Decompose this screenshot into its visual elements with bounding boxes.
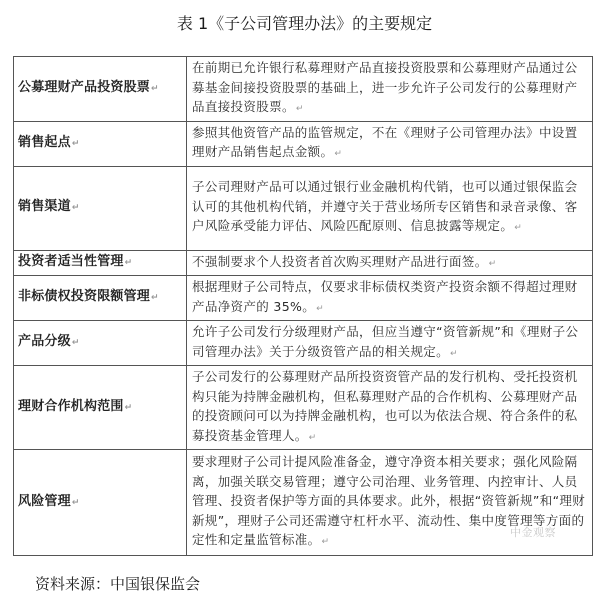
paragraph-mark-icon: ↵ bbox=[308, 432, 317, 443]
table-row bbox=[14, 121, 593, 166]
row-label bbox=[14, 321, 187, 366]
paragraph-mark-icon: ↵ bbox=[124, 402, 133, 413]
row-label-text: 投资者适当性管理 bbox=[18, 254, 124, 269]
table-row bbox=[14, 250, 593, 276]
paragraph-mark-icon: ↵ bbox=[316, 303, 325, 314]
row-label bbox=[14, 366, 187, 450]
row-label-text: 销售渠道 bbox=[18, 199, 71, 215]
row-label bbox=[14, 57, 187, 122]
row-content-text: 不强制要求个人投资者首次购买理财产品进行面签。 bbox=[192, 253, 488, 269]
paragraph-mark-icon: ↵ bbox=[321, 537, 330, 548]
table-row bbox=[14, 57, 593, 122]
row-label-text: 销售起点 bbox=[18, 134, 71, 150]
row-content-text: 子公司理财产品可以通过银行业金融机构代销，也可以通过银保监会认可的其他机构代销，并遵守关于营业场所专区销售和录音录像、客户风险承受能力评估、风险匹配原则、信息披露等规定。 bbox=[192, 179, 578, 234]
source-note: 资料来源：中国银保监会 bbox=[35, 575, 201, 593]
row-content-text: 根据理财子公司特点，仅要求非标债权类资产投资余额不得超过理财产品净资产的 35%。 bbox=[192, 279, 578, 314]
table-row bbox=[14, 450, 593, 556]
table-row bbox=[14, 321, 593, 366]
row-label bbox=[14, 166, 187, 250]
paragraph-mark-icon: ↵ bbox=[334, 149, 343, 159]
row-content-text: 允许子公司发行分级理财产品，但应当遵守“资管新规”和《理财子公司管理办法》关于分级资管产品的相关规定。 bbox=[192, 324, 579, 359]
row-label bbox=[14, 250, 187, 276]
row-content-text: 参照其他资管产品的监管规定，不在《理财子公司管理办法》中设置理财产品销售起点金额。 bbox=[192, 124, 578, 159]
row-content bbox=[187, 57, 593, 122]
regulations-table bbox=[13, 56, 593, 556]
row-label-text: 理财合作机构范围 bbox=[18, 398, 124, 414]
watermark-logo: 中金观察 bbox=[510, 526, 556, 539]
table-row bbox=[14, 276, 593, 321]
paragraph-mark-icon: ↵ bbox=[151, 84, 159, 94]
row-label-text: 产品分级 bbox=[18, 334, 71, 350]
table-row bbox=[14, 366, 593, 450]
row-content bbox=[187, 321, 593, 366]
row-content bbox=[187, 366, 593, 450]
row-label-text: 公募理财产品投资股票 bbox=[18, 80, 151, 95]
row-label bbox=[14, 276, 187, 321]
row-content-text: 在前期已允许银行私募理财产品直接投资股票和公募理财产品通过公募基金间接投资股票的基础上，进一步允许子公司发行的公募理财产品直接投资股票。 bbox=[192, 60, 578, 114]
paragraph-mark-icon: ↵ bbox=[71, 338, 80, 349]
table-row bbox=[14, 166, 593, 250]
paragraph-mark-icon: ↵ bbox=[151, 293, 159, 304]
table-title: 表 1《子公司管理办法》的主要规定 bbox=[176, 14, 433, 33]
paragraph-mark-icon: ↵ bbox=[124, 258, 133, 268]
paragraph-mark-icon: ↵ bbox=[71, 203, 80, 214]
paragraph-mark-icon: ↵ bbox=[71, 138, 80, 149]
row-label-text: 风险管理 bbox=[18, 493, 71, 509]
row-label bbox=[14, 450, 187, 556]
paragraph-mark-icon: ↵ bbox=[450, 348, 458, 359]
row-content bbox=[187, 121, 593, 166]
paragraph-mark-icon: ↵ bbox=[295, 104, 304, 114]
paragraph-mark-icon: ↵ bbox=[514, 223, 523, 234]
row-content bbox=[187, 250, 593, 276]
row-content-text: 要求理财子公司计提风险准备金，遵守净资本相关要求；强化风险隔离，加强关联交易管理；遵守公司治理、业务管理、内控审计、人员管理、投资者保护等方面的具体要求。此外，根据“资管新规”和“理财新规”，理财子公司还需遵守杠杆水平、流动性、集中度管理等方面的定性和定量监管标准。 bbox=[192, 454, 586, 548]
row-content-text: 子公司发行的公募理财产品所投资资管产品的发行机构、受托投资机构只能为持牌金融机构，但私募理财产品的合作机构、公募理财产品的投资顾问可以为持牌金融机构，也可以为依法合规、符合条件的私募投资基金管理人。 bbox=[192, 369, 578, 443]
row-content bbox=[187, 166, 593, 250]
row-label bbox=[14, 121, 187, 166]
paragraph-mark-icon: ↵ bbox=[488, 258, 497, 269]
row-label-text: 非标债权投资限额管理 bbox=[18, 289, 151, 305]
paragraph-mark-icon: ↵ bbox=[71, 497, 80, 508]
row-content bbox=[187, 276, 593, 321]
